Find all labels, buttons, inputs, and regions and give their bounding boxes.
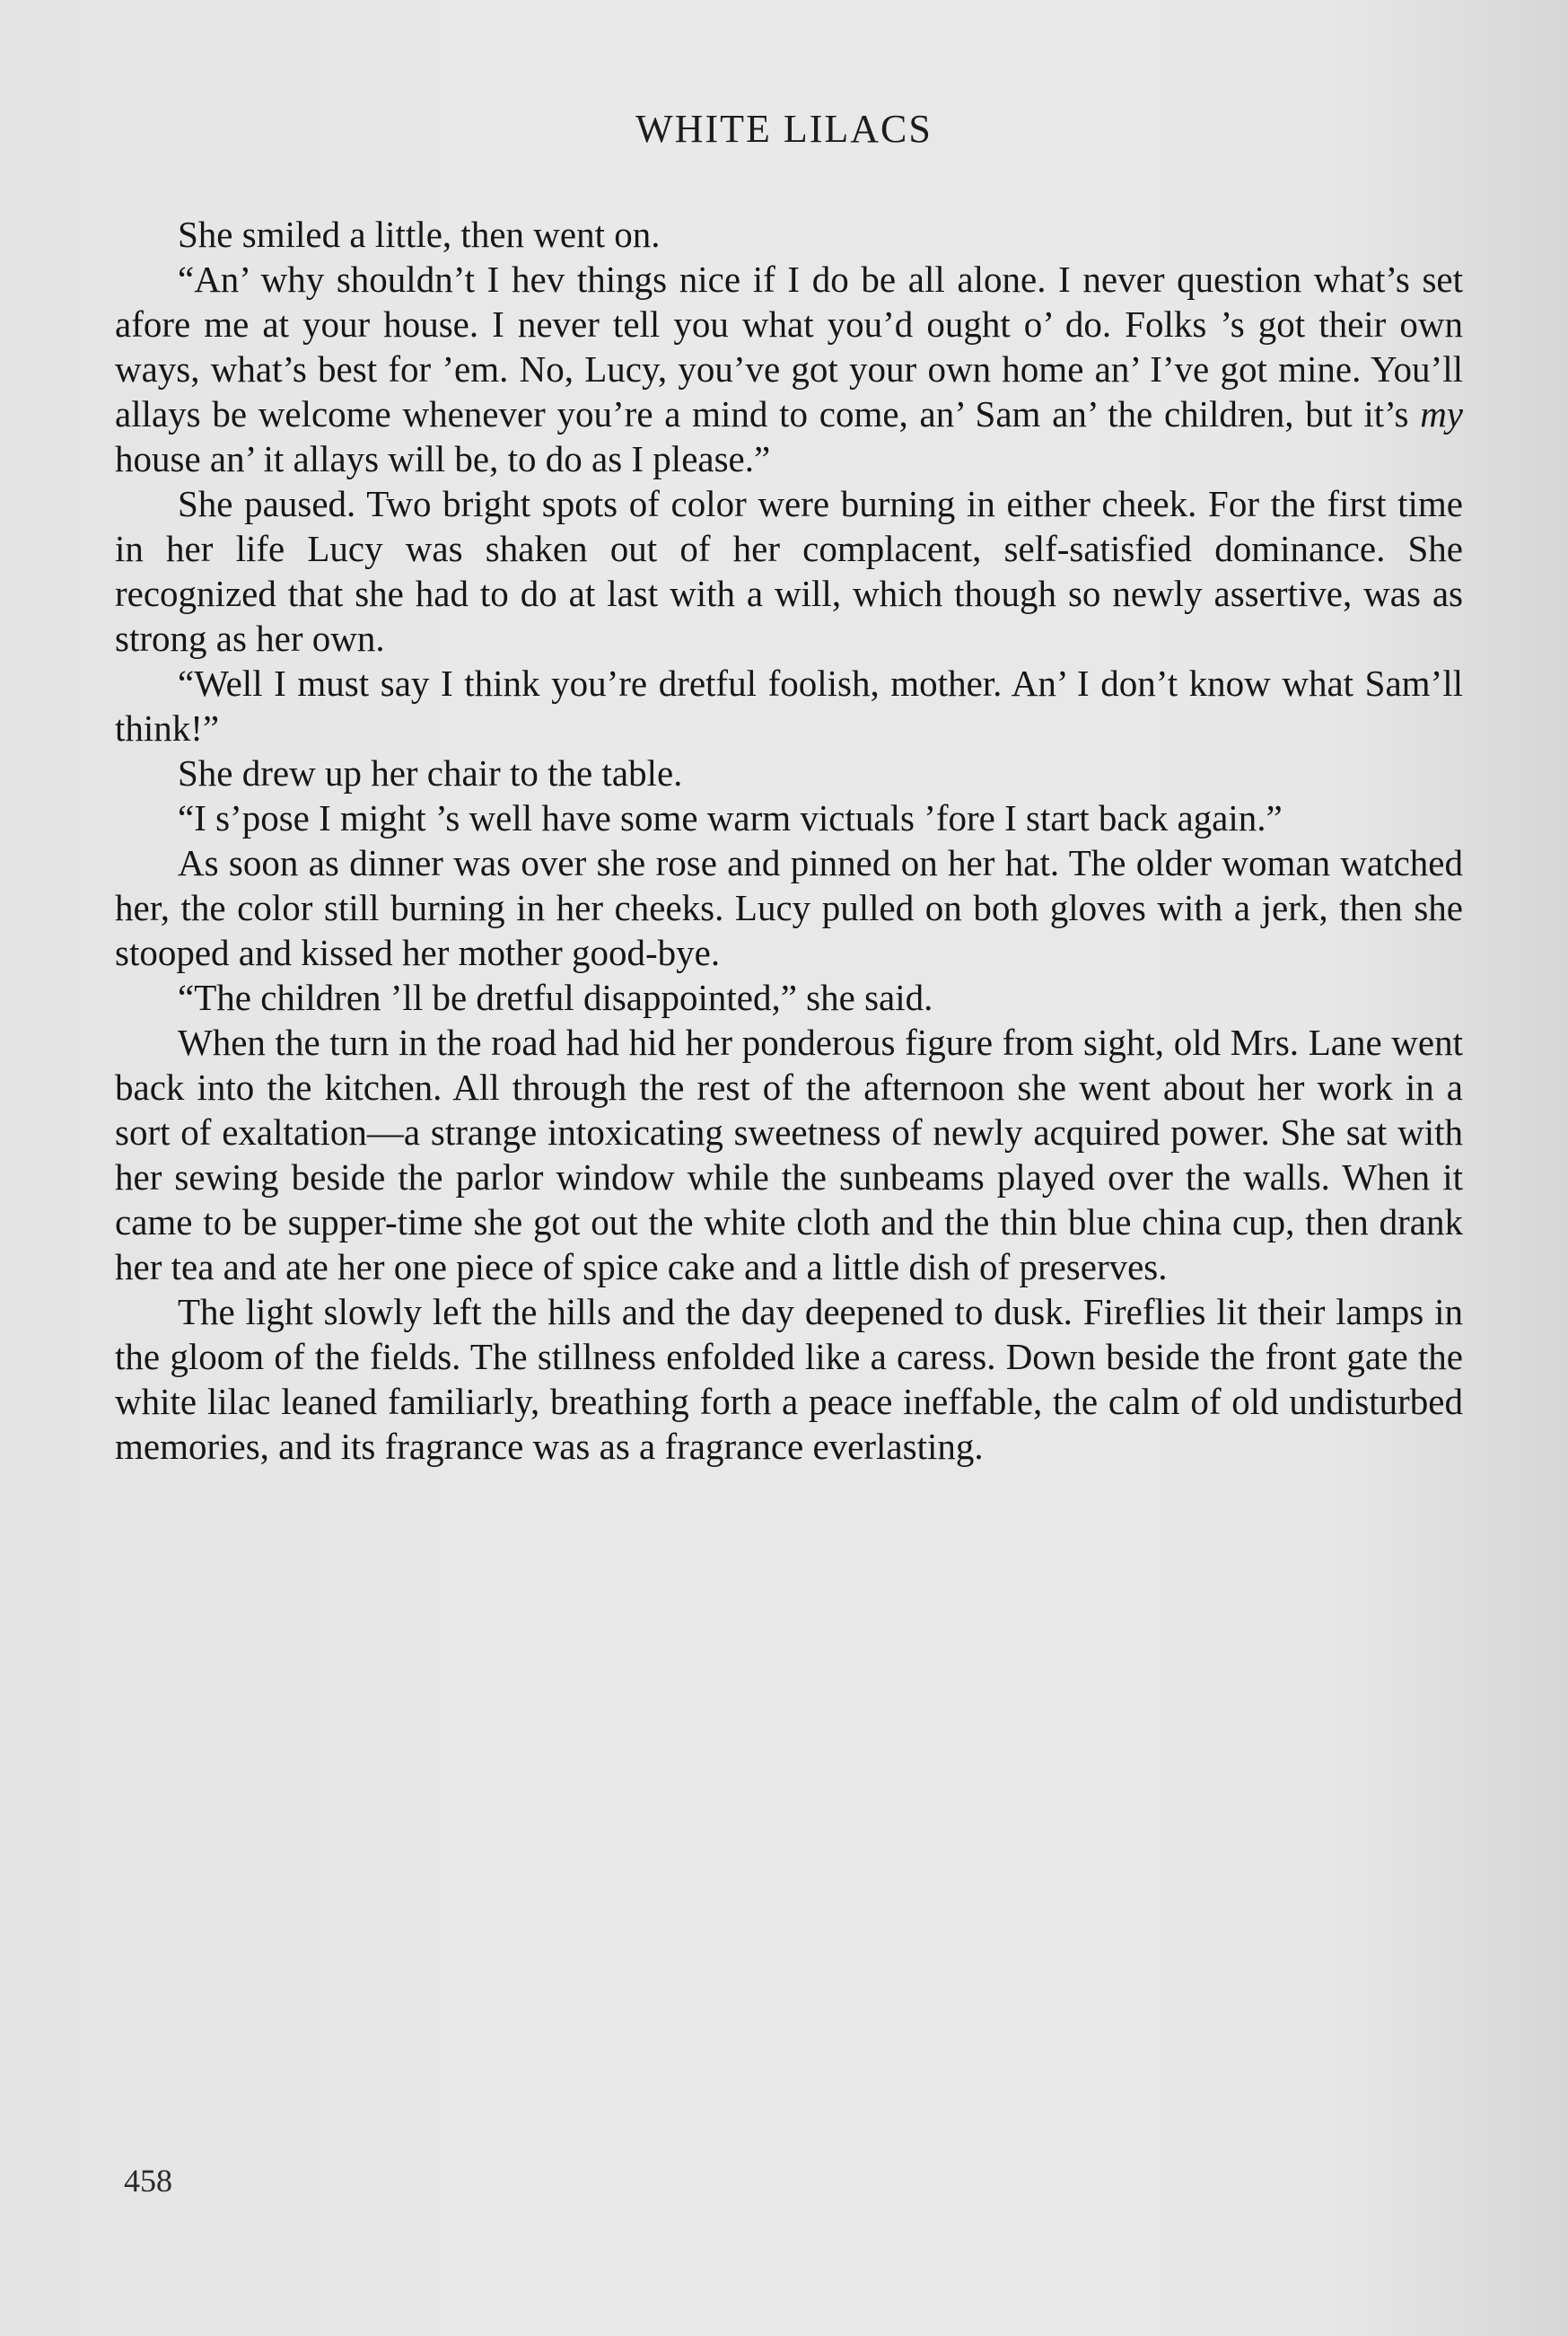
emphasis: my xyxy=(1420,393,1463,435)
paragraph: The light slowly left the hills and the day deepened to dusk. Fireflies lit their lamps in the gloom of the fields. The stillness enfolded like a caress. Down beside the front gate the white lilac leaned familiarly, breathing forth a peace ineffable, the calm of old undisturbed memories, and its fragrance was as a fragrance everlasting. xyxy=(115,1291,1463,1467)
paragraph: She paused. Two bright spots of color were burning in either cheek. For the first time in her life Lucy was shaken out of her complacent, self-satisfied dominance. She recognized that she had to do at last with a will, which though so newly assertive, was as strong as her own. xyxy=(115,483,1463,659)
paragraph: “Well I must say I think you’re dretful foolish, mother. An’ I don’t know what Sam’ll think!” xyxy=(115,663,1463,749)
paragraph-text: “An’ why shouldn’t I hev things nice if I do be all alone. I never question what’s set afore me at your house. I never tell you what you’d ought o’ do. Folks ’s got their own ways, what’s best for ’em. No, Lucy, you’ve got your own home an’ I’ve got mine. You’ll allays be welcome whenever you’re a mind to come, an’ Sam an’ the children, but it’s xyxy=(115,259,1463,435)
paragraph xyxy=(115,257,1463,481)
running-head: WHITE LILACS xyxy=(635,107,933,151)
paragraph: “The children ’ll be dretful disappointed,” she said. xyxy=(178,977,933,1018)
paragraph: As soon as dinner was over she rose and pinned on her hat. The older woman watched her, the color still burning in her cheeks. Lucy pulled on both gloves with a jerk, then she stooped and kissed her mother good-bye. xyxy=(115,842,1463,973)
page-number: 458 xyxy=(124,2163,172,2199)
paragraph: She smiled a little, then went on. xyxy=(178,214,661,255)
body-text xyxy=(115,212,1463,1469)
paragraph: “I s’pose I might ’s well have some warm victuals ’fore I start back again.” xyxy=(178,797,1283,839)
paragraph: She drew up her chair to the table. xyxy=(178,752,683,794)
paragraph: When the turn in the road had hid her ponderous figure from sight, old Mrs. Lane went back into the kitchen. All through the rest of the afternoon she went about her work in a sort of exaltation—a strange intoxicating sweetness of newly acquired power. She sat with her sewing beside the parlor window while the sunbeams played over the walls. When it came to be supper-time she got out the white cloth and the thin blue china cup, then drank her tea and ate her one piece of spice cake and a little dish of preserves. xyxy=(115,1022,1463,1287)
paragraph-text: house an’ it allays will be, to do as I please.” xyxy=(115,438,771,479)
